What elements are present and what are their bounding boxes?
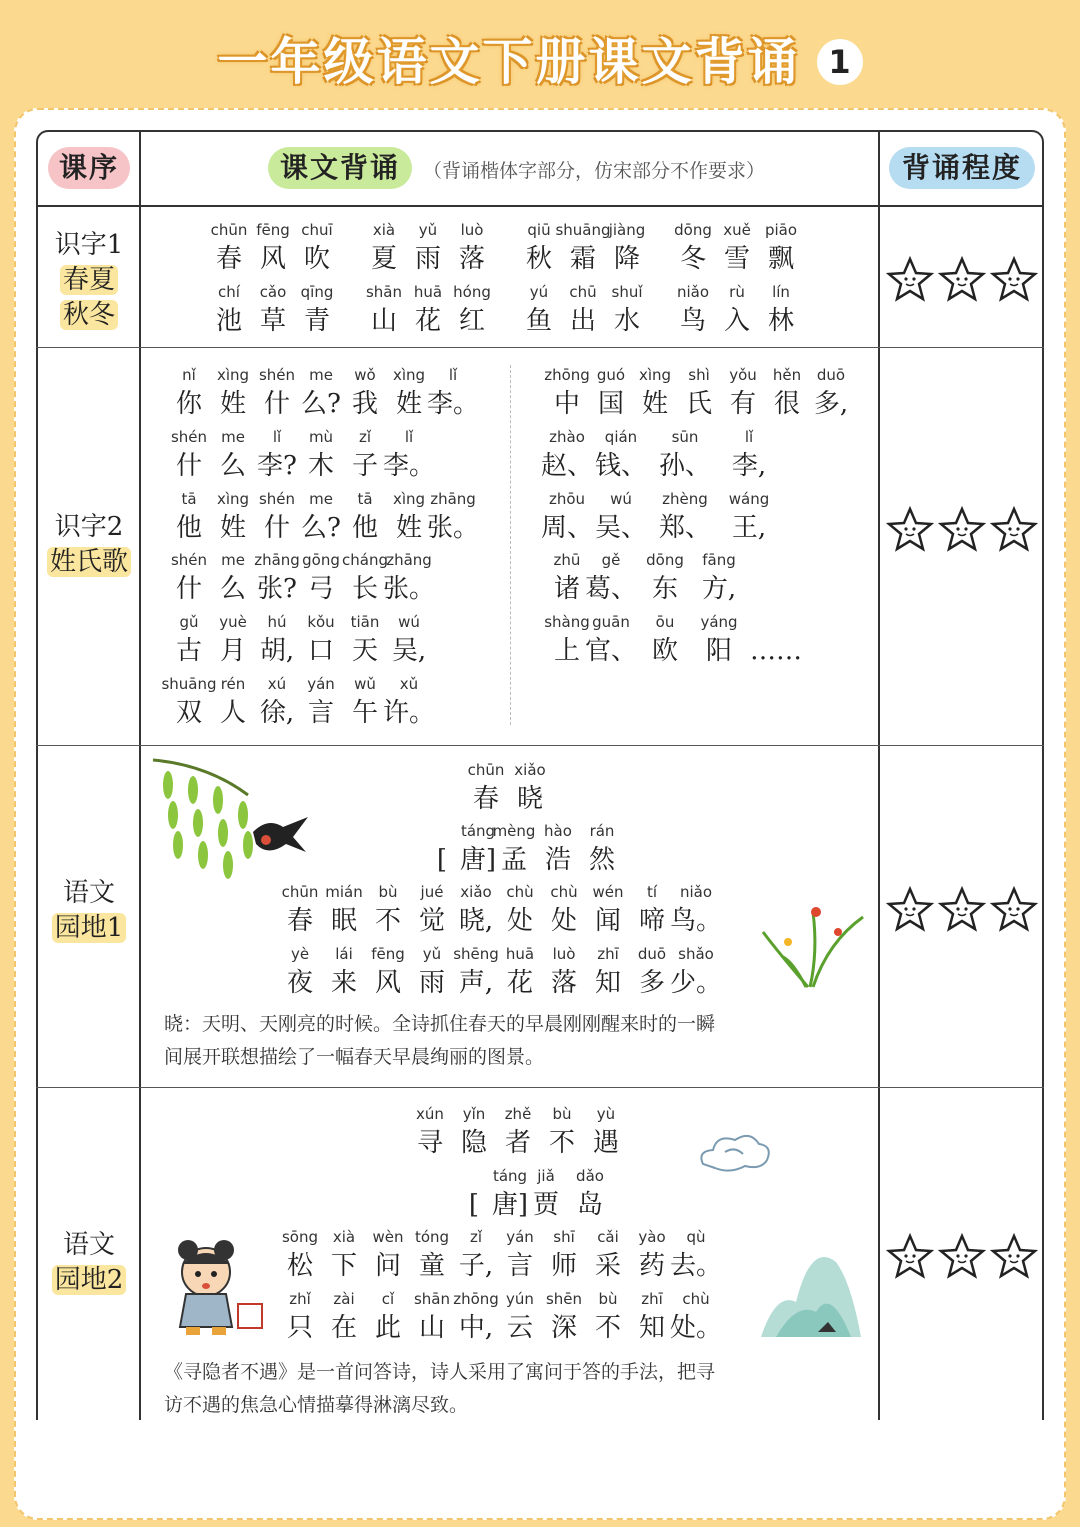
rating-stars-row-2[interactable] xyxy=(886,506,1038,554)
poem-line: gǔ 古 yuè 月 hú 胡, kǒu 口 tiān 天 wú 吴, xyxy=(175,613,427,666)
poem-line: shān 山 huā 花 hóng 红 xyxy=(365,283,491,336)
cloud-icon xyxy=(695,1126,775,1178)
row-divider xyxy=(36,205,1044,207)
poem-explanation: 晓：天明、天刚亮的时候。全诗抓住春天的早晨刚刚醒来时的一瞬 间展开联想描绘了一幅春天早晨绚丽的图景。 xyxy=(164,1013,716,1068)
boy-icon xyxy=(166,1232,266,1338)
star-icon[interactable] xyxy=(889,509,931,549)
poem-line: xià 夏 yǔ 雨 luò 落 xyxy=(370,221,485,274)
lesson-label-4: 语文 园地2 xyxy=(38,1228,140,1298)
poem-line: shén 什 me 么 lǐ 李? mù 木 zǐ 子 lǐ 李。 xyxy=(170,428,436,481)
lesson-label-1: 识字1 春夏 秋冬 xyxy=(54,230,124,330)
poem-line: tā 他 xìng 姓 shén 什 me 么? tā 他 xìng 姓 zhāng 张。 xyxy=(175,490,480,543)
star-icon[interactable] xyxy=(889,259,931,299)
star-icon[interactable] xyxy=(993,509,1035,549)
star-icon[interactable] xyxy=(993,1236,1035,1276)
poem-title: xún 寻 yǐn 隐 zhě 者 bù 不 yù 遇 xyxy=(416,1105,619,1158)
col-header-progress: 背诵程度 xyxy=(889,147,1035,189)
poem-author: [ táng 唐] jiǎ 贾 dǎo 岛 xyxy=(468,1167,604,1220)
rating-stars-row-3[interactable] xyxy=(886,886,1038,934)
header xyxy=(0,0,1080,120)
rating-stars-row-1[interactable] xyxy=(886,256,1038,304)
poem-title: chūn 春 xiǎo 晓 xyxy=(467,761,546,814)
lesson-label-2: 识字2 姓氏歌 xyxy=(38,510,140,580)
col-header-text: 课文背诵 xyxy=(268,147,412,189)
poem-line: sōng 松 xià 下 wèn 问 tóng 童 zǐ 子, yán 言 shī 师 cǎi 采 yào 药 qù 去。 xyxy=(281,1228,723,1281)
col-header-note: （背诵楷体字部分，仿宋部分不作要求） xyxy=(423,160,766,182)
poem-line: qiū 秋 shuāng 霜 jiàng 降 xyxy=(525,221,646,274)
row-divider xyxy=(36,745,1044,746)
poem-line: zhǐ 只 zài 在 cǐ 此 shān 山 zhōng 中, yún 云 shēn 深 bù 不 zhī 知 chù 处。 xyxy=(286,1290,723,1343)
poem-line: zhào 赵、 qián 钱、 sūn 孙、 lǐ 李, xyxy=(541,428,767,481)
lesson-label-3: 语文 园地1 xyxy=(38,876,140,946)
willow-icon xyxy=(148,755,258,890)
row-divider xyxy=(36,1087,1044,1088)
star-icon[interactable] xyxy=(941,889,983,929)
col-divider-2 xyxy=(878,130,880,1420)
poem-line: zhōu 周、 wú 吴、 zhèng 郑、 wáng 王, xyxy=(541,490,770,543)
poem-line: shàng 上 guān 官、 ōu 欧 yáng 阳 …… xyxy=(544,613,802,666)
rating-stars-row-4[interactable] xyxy=(886,1233,1038,1281)
poem-line: shén 什 me 么 zhāng 张? gōng 弓 cháng 长 zhāng 张。 xyxy=(170,551,436,604)
star-icon[interactable] xyxy=(941,1236,983,1276)
orchid-icon xyxy=(758,902,868,990)
star-icon[interactable] xyxy=(889,889,931,929)
poem-line: nǐ 你 xìng 姓 shén 什 me 么? wǒ 我 xìng 姓 lǐ 李。 xyxy=(175,366,480,419)
star-icon[interactable] xyxy=(889,1236,931,1276)
row-divider xyxy=(36,347,1044,348)
star-icon[interactable] xyxy=(993,259,1035,299)
column-separator xyxy=(510,365,511,725)
page-number-badge: 1 xyxy=(817,39,863,85)
poem-line: yè 夜 lái 来 fēng 风 yǔ 雨 shēng 声, huā 花 luò 落 zhī 知 duō 多 shǎo 少。 xyxy=(286,945,723,998)
poem-line: zhū 诸 gě 葛、 dōng 东 fāng 方, xyxy=(553,551,737,604)
poem-line: yú 鱼 chū 出 shuǐ 水 xyxy=(525,283,643,336)
poem-line: chí 池 cǎo 草 qīng 青 xyxy=(215,283,334,336)
poem-line: chūn 春 fēng 风 chuī 吹 xyxy=(210,221,333,274)
poem-line: zhōng 中 guó 国 xìng 姓 shì 氏 yǒu 有 hěn 很 duō 多, xyxy=(544,366,849,419)
poem-line: dōng 冬 xuě 雪 piāo 飘 xyxy=(674,221,798,274)
poem-line: shuāng 双 rén 人 xú 徐, yán 言 wǔ 午 xǔ 许。 xyxy=(161,675,436,728)
star-icon[interactable] xyxy=(941,259,983,299)
page-title: 一年级语文下册课文背诵 1 xyxy=(0,22,1080,94)
swallow-icon xyxy=(248,812,310,862)
poem-explanation: 《寻隐者不遇》是一首问答诗，诗人采用了寓问于答的手法，把寻 访不遇的焦急心情描摹得淋漓尽致。 xyxy=(164,1361,716,1416)
star-icon[interactable] xyxy=(941,509,983,549)
poem-line: chūn 春 mián 眠 bù 不 jué 觉 xiǎo 晓, chù 处 chù 处 wén 闻 tí 啼 niǎo 鸟。 xyxy=(281,883,723,936)
mountain-icon xyxy=(756,1232,866,1342)
poem-author: [ táng 唐] mèng 孟 hào 浩 rán 然 xyxy=(436,822,615,875)
poem-line: niǎo 鸟 rù 入 lín 林 xyxy=(676,283,794,336)
star-icon[interactable] xyxy=(993,889,1035,929)
col-header-lesson: 课序 xyxy=(48,147,130,189)
